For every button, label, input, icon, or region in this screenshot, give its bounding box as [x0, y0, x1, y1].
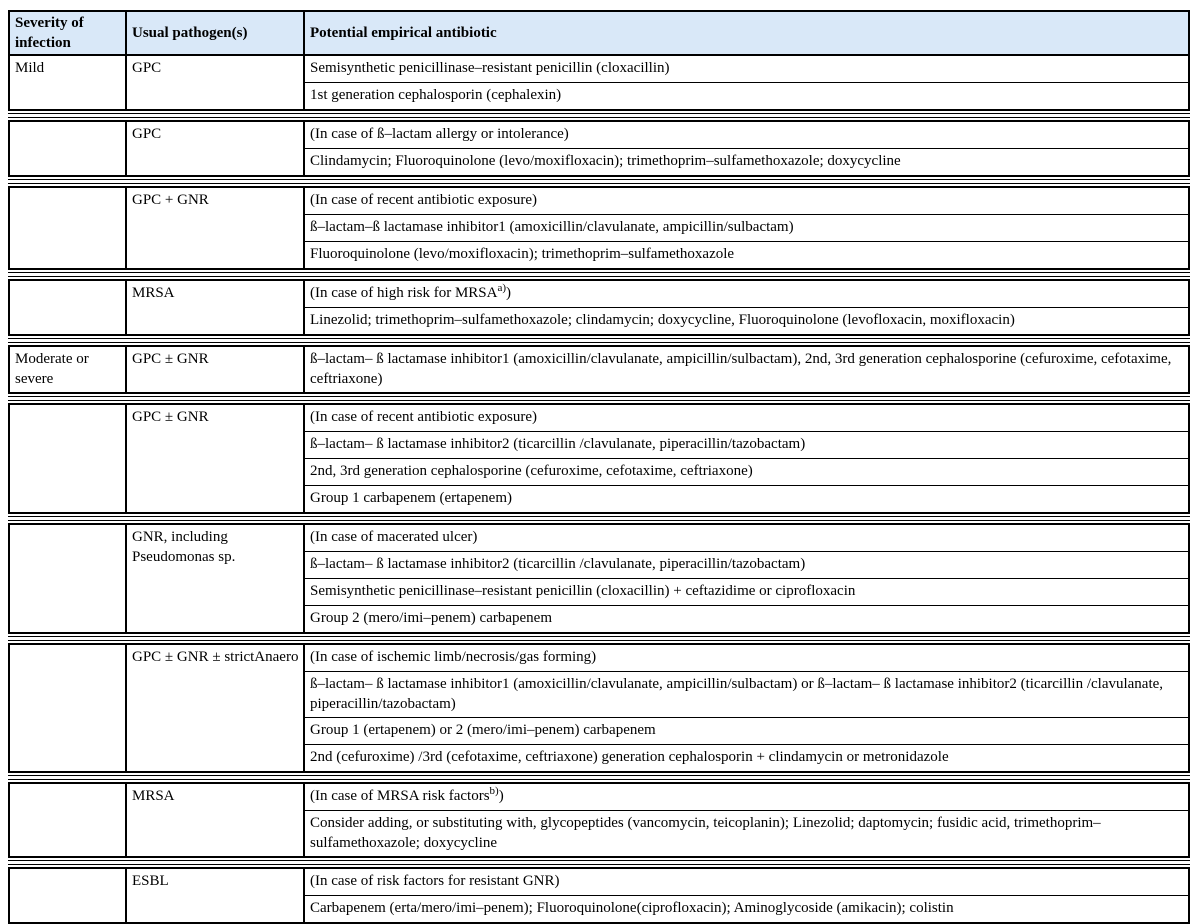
cell-text: (In case of MRSA risk factors [310, 788, 490, 804]
section-gpc-gnr-exposure [8, 403, 1190, 514]
pathogen-cell: GPC [126, 55, 304, 110]
antibiotic-cell: Fluoroquinolone (levo/moxifloxacin); trimethoprim–sulfamethoxazole [304, 242, 1189, 270]
antibiotic-cell: 2nd (cefuroxime) /3rd (cefotaxime, ceftriaxone) generation cephalosporin + clindamycin or metronidazole [304, 745, 1189, 773]
antibiotic-cell: ß–lactam– ß lactamase inhibitor2 (ticarcillin /clavulanate, piperacillin/tazobactam) [304, 432, 1189, 459]
antibiotic-cell [304, 280, 1189, 308]
table-row [9, 187, 1189, 215]
pathogen-cell: GPC + GNR [126, 187, 304, 269]
antibiotic-cell: (In case of ß–lactam allergy or intolerance) [304, 121, 1189, 149]
table-row [9, 524, 1189, 552]
section-divider [8, 272, 1190, 277]
severity-cell [9, 280, 126, 335]
section-mild-gpc [8, 10, 1190, 111]
antibiotic-cell: (In case of macerated ulcer) [304, 524, 1189, 552]
pathogen-cell: MRSA [126, 280, 304, 335]
antibiotic-cell: Carbapenem (erta/mero/imi–penem); Fluoroquinolone(ciprofloxacin); Aminoglycoside (amikacin); colistin [304, 896, 1189, 924]
section-esbl [8, 867, 1190, 924]
table-row [9, 404, 1189, 432]
antibiotic-cell: ß–lactam–ß lactamase inhibitor1 (amoxicillin/clavulanate, ampicillin/sulbactam) [304, 215, 1189, 242]
antibiotic-cell: Clindamycin; Fluoroquinolone (levo/moxifloxacin); trimethoprim–sulfamethoxazole; doxycycline [304, 149, 1189, 177]
antibiotic-cell: Group 1 (ertapenem) or 2 (mero/imi–penem) carbapenem [304, 718, 1189, 745]
cell-text: ) [506, 285, 512, 301]
severity-cell [9, 524, 126, 633]
section-mrsa-mild [8, 279, 1190, 336]
section-divider [8, 636, 1190, 641]
antibiotic-cell: ß–lactam– ß lactamase inhibitor1 (amoxicillin/clavulanate, ampicillin/sulbactam), 2nd, 3rd generation cephalosporine (cefuroxime, cefotaxime, ceftriaxone) [304, 346, 1189, 393]
antibiotic-cell: Group 2 (mero/imi–penem) carbapenem [304, 606, 1189, 634]
table-row [9, 644, 1189, 672]
severity-cell [9, 187, 126, 269]
severity-cell [9, 404, 126, 513]
section-divider [8, 516, 1190, 521]
header-severity: Severity of infection [9, 11, 126, 55]
pathogen-cell: GPC ± GNR [126, 404, 304, 513]
antibiotic-cell: (In case of recent antibiotic exposure) [304, 187, 1189, 215]
antibiotic-cell: (In case of ischemic limb/necrosis/gas forming) [304, 644, 1189, 672]
severity-cell: Mild [9, 55, 126, 110]
antibiotic-table [8, 10, 1190, 924]
antibiotic-cell: Semisynthetic penicillinase–resistant penicillin (cloxacillin) [304, 55, 1189, 83]
section-gnr-pseudomonas [8, 523, 1190, 634]
section-gpc-allergy [8, 120, 1190, 177]
antibiotic-cell: 1st generation cephalosporin (cephalexin) [304, 83, 1189, 111]
section-divider [8, 338, 1190, 343]
section-divider [8, 860, 1190, 865]
section-divider [8, 396, 1190, 401]
pathogen-cell: GPC ± GNR ± strictAnaero [126, 644, 304, 772]
antibiotic-cell: Group 1 carbapenem (ertapenem) [304, 486, 1189, 514]
antibiotic-cell: Semisynthetic penicillinase–resistant penicillin (cloxacillin) + ceftazidime or ciprofloxacin [304, 579, 1189, 606]
antibiotic-cell: (In case of risk factors for resistant GNR) [304, 868, 1189, 896]
header-pathogen: Usual pathogen(s) [126, 11, 304, 55]
section-divider [8, 179, 1190, 184]
section-divider [8, 775, 1190, 780]
antibiotic-cell: Linezolid; trimethoprim–sulfamethoxazole; clindamycin; doxycycline, Fluoroquinolone (levofloxacin, moxifloxacin) [304, 308, 1189, 336]
antibiotic-cell: (In case of recent antibiotic exposure) [304, 404, 1189, 432]
severity-cell: Moderate or severe [9, 346, 126, 393]
cell-text: ) [498, 788, 504, 804]
pathogen-cell: ESBL [126, 868, 304, 923]
section-strict-anaero [8, 643, 1190, 773]
cell-text: (In case of high risk for MRSA [310, 285, 498, 301]
footnote-marker-b: b) [489, 785, 499, 797]
severity-cell [9, 868, 126, 923]
severity-cell [9, 644, 126, 772]
footnote-marker-a: a) [497, 282, 507, 294]
pathogen-cell: MRSA [126, 783, 304, 857]
header-antibiotic: Potential empirical antibiotic [304, 11, 1189, 55]
table-row [9, 346, 1189, 393]
pathogen-cell: GPC ± GNR [126, 346, 304, 393]
pathogen-cell: GPC [126, 121, 304, 176]
pathogen-cell: GNR, including Pseudomonas sp. [126, 524, 304, 633]
severity-cell [9, 121, 126, 176]
antibiotic-cell: ß–lactam– ß lactamase inhibitor1 (amoxicillin/clavulanate, ampicillin/sulbactam) or ß–lactam– ß lactamase inhibitor2 (ticarcillin /clavulanate, piperacillin/tazobactam) [304, 672, 1189, 718]
table-row [9, 121, 1189, 149]
table-header-row [9, 11, 1189, 55]
section-moderate-gpc-gnr [8, 345, 1190, 394]
section-gpc-gnr [8, 186, 1190, 270]
section-divider [8, 113, 1190, 118]
section-mrsa-moderate [8, 782, 1190, 858]
table-row [9, 280, 1189, 308]
antibiotic-cell [304, 783, 1189, 811]
antibiotic-cell: 2nd, 3rd generation cephalosporine (cefuroxime, cefotaxime, ceftriaxone) [304, 459, 1189, 486]
table-row [9, 55, 1189, 83]
antibiotic-cell: Consider adding, or substituting with, glycopeptides (vancomycin, teicoplanin); Linezolid; daptomycin; fusidic acid, trimethoprim–sulfamethoxazole; doxycycline [304, 811, 1189, 858]
severity-cell [9, 783, 126, 857]
table-row [9, 783, 1189, 811]
antibiotic-cell: ß–lactam– ß lactamase inhibitor2 (ticarcillin /clavulanate, piperacillin/tazobactam) [304, 552, 1189, 579]
